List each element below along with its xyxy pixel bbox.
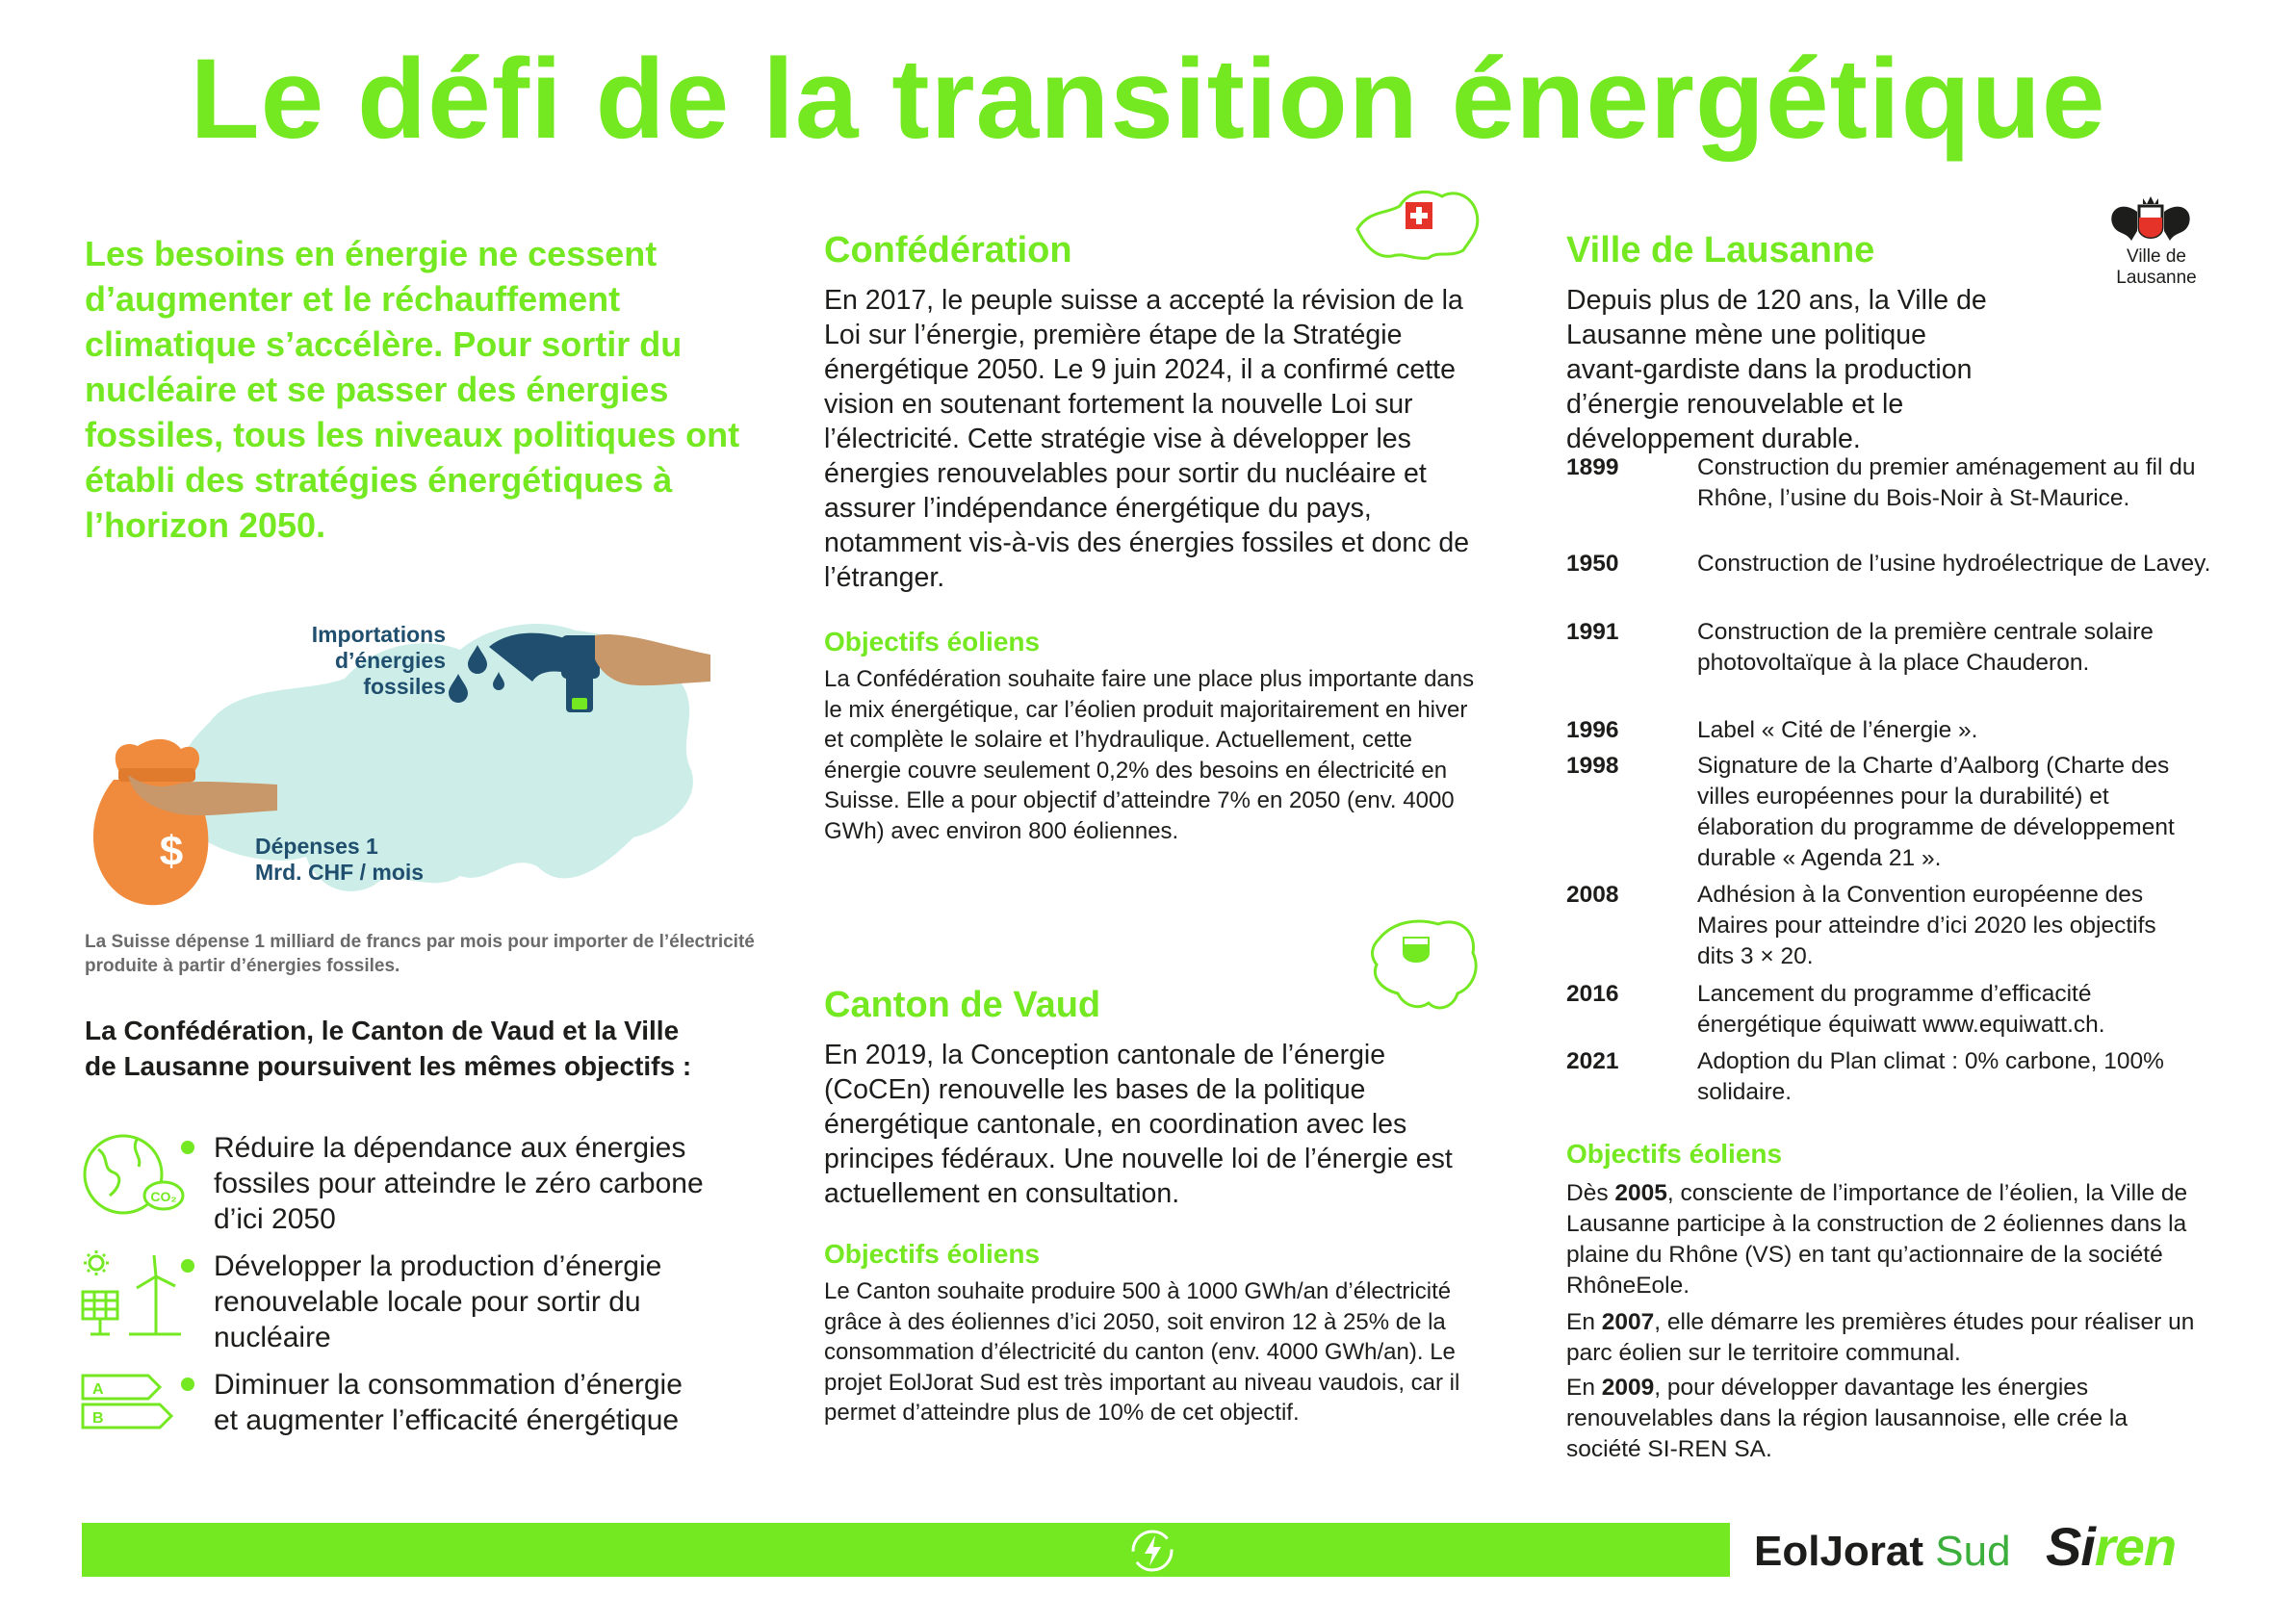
timeline-row <box>1566 751 2221 874</box>
footer-bar <box>82 1523 1730 1577</box>
lausanne-wind-paragraph: En 2007, elle démarre les premières études pour réaliser un parc éolien sur le territoire communal. <box>1566 1309 2195 1366</box>
lausanne-wind-paragraph: En 2009, pour développer davantage les énergies renouvelables dans la région lausannoise, elle crée la société SI-REN SA. <box>1566 1375 2128 1462</box>
timeline-text: Construction de l’usine hydroélectrique de Lavey. <box>1697 551 2211 577</box>
wind-year: 2009 <box>1601 1375 1655 1401</box>
timeline-text: Adhésion à la Convention européenne des Maires pour atteindre d’ici 2020 les objectifs dits 3 × 20. <box>1697 882 2156 969</box>
timeline-year: 1991 <box>1566 619 1619 645</box>
timeline-year: 1950 <box>1566 551 1619 577</box>
lausanne-wind-heading: Objectifs éoliens <box>1566 1139 1783 1169</box>
timeline-text: Construction du premier aménagement au fil du Rhône, l’usine du Bois-Noir à St-Maurice. <box>1697 454 2196 511</box>
objective-item <box>214 1249 714 1355</box>
wind-year: 2007 <box>1601 1309 1655 1335</box>
energy-bolt-icon <box>1127 1526 1177 1576</box>
energy-label-a: A <box>92 1381 104 1398</box>
objective-text: Diminuer la consommation d’énergie et augmenter l’efficacité énergétique <box>214 1369 683 1436</box>
timeline-year: 2008 <box>1566 882 1619 908</box>
timeline-row <box>1566 979 2221 1041</box>
dollar-sign: $ <box>159 828 184 875</box>
timeline-year: 1899 <box>1566 454 1619 480</box>
timeline-year: 2016 <box>1566 981 1619 1007</box>
objective-item <box>214 1367 714 1438</box>
vaud-body: En 2019, la Conception cantonale de l’énergie (CoCEn) renouvelle les bases de la politique énergétique cantonale, en coordination avec les principes fédéraux. Une nouvelle loi de l’énergie est actuellement en consultation. <box>824 1040 1453 1209</box>
swiss-map-icon <box>1350 181 1484 262</box>
timeline-text: Lancement du programme d’efficacité énergétique équiwatt www.equiwatt.ch. <box>1697 981 2105 1038</box>
siren-logo: Siren <box>2046 1516 2177 1577</box>
solar-wind-icon <box>81 1249 187 1338</box>
energy-label-b: B <box>92 1410 104 1427</box>
timeline-row <box>1566 549 2221 579</box>
lausanne-wind-paragraph: Dès 2005, consciente de l’importance de l’éolien, la Ville de Lausanne participe à la construction de 2 éoliennes dans la plaine du Rhône (VS) en tant qu’actionnaire de la société RhôneEole. <box>1566 1180 2188 1299</box>
objective-item <box>214 1130 714 1237</box>
vaud-heading: Canton de Vaud <box>824 985 1101 1025</box>
hand-icon <box>595 634 710 685</box>
confederation-wind-body: La Confédération souhaite faire une place plus importante dans le mix énergétique, car l’éolien produit majoritairement en hiver et complète le solaire et l’hydraulique. Actuellement, cette énergie couvre seulement 0,2% des besoins en électricité en Suisse. Elle a pour objectif d’atteindre 7% en 2050 (env. 4000 GWh) avec environ 800 éoliennes. <box>824 666 1475 844</box>
import-label: Importations d’énergies fossiles <box>311 622 446 699</box>
eoljorat-logo: EolJorat Sud <box>1754 1528 2011 1575</box>
bullet-icon <box>181 1141 194 1154</box>
timeline-year: 2021 <box>1566 1048 1619 1074</box>
timeline-year: 1996 <box>1566 717 1619 743</box>
timeline-text: Adoption du Plan climat : 0% carbone, 100% solidaire. <box>1697 1048 2164 1105</box>
timeline-row <box>1566 617 2221 679</box>
money-bag-icon <box>93 739 208 905</box>
wind-year: 2005 <box>1614 1180 1667 1206</box>
timeline-row <box>1566 880 2221 972</box>
timeline-row <box>1566 715 2221 746</box>
timeline-text: Signature de la Charte d’Aalborg (Charte des villes européennes pour la durabilité) et élaboration du programme de développement durable « Agenda 21 ». <box>1697 753 2175 871</box>
intro-text: Les besoins en énergie ne cessent d’augmenter et le réchauffement climatique s’accélère. Pour sortir du nucléaire et se passer des énergies fossiles, tous les niveaux politiques ont établi des stratégies énergétiques à l’horizon 2050. <box>85 234 740 545</box>
objective-text: Réduire la dépendance aux énergies fossiles pour atteindre le zéro carbone d’ici 2050 <box>214 1132 704 1235</box>
timeline-year: 1998 <box>1566 753 1619 779</box>
vaud-map-icon <box>1365 911 1484 1017</box>
objectives-heading: La Confédération, le Canton de Vaud et la Ville de Lausanne poursuivent les mêmes objectifs : <box>85 1016 692 1081</box>
timeline-text: Construction de la première centrale solaire photovoltaïque à la place Chauderon. <box>1697 619 2154 676</box>
confederation-heading: Confédération <box>824 230 1072 270</box>
vaud-wind-heading: Objectifs éoliens <box>824 1239 1041 1269</box>
bullet-icon <box>181 1259 194 1273</box>
co2-label: CO₂ <box>150 1189 177 1204</box>
bullet-icon <box>181 1377 194 1391</box>
lausanne-heading: Ville de Lausanne <box>1566 230 1875 270</box>
globe-co2-icon <box>81 1128 187 1224</box>
lausanne-intro: Depuis plus de 120 ans, la Ville de Lausanne mène une politique avant-gardiste dans la production d’énergie renouvelable et le développement durable. <box>1566 285 1987 454</box>
confederation-body: En 2017, le peuple suisse a accepté la révision de la Loi sur l’énergie, première étape de la Stratégie énergétique 2050. Le 9 juin 2024, il a confirmé cette vision en soutenant fortement la nouvelle Loi sur l’électricité. Cette stratégie vise à développer les énergies renouvelables pour sortir du nucléaire et assurer l’indépendance énergétique du pays, notamment vis-à-vis des énergies fossiles et donc de l’étranger. <box>824 285 1470 593</box>
timeline-row <box>1566 452 2221 514</box>
objective-text: Développer la production d’énergie renouvelable locale pour sortir du nucléaire <box>214 1250 662 1353</box>
page-title: Le défi de la transition énergétique <box>190 36 2106 163</box>
lausanne-coat-of-arms-icon <box>2103 193 2199 250</box>
vaud-wind-body: Le Canton souhaite produire 500 à 1000 GWh/an d’électricité grâce à des éoliennes d’ici 2050, soit environ 12 à 25% de la consommation d’électricité du canton (env. 4000 GWh/an). Le projet EolJorat Sud est très important au niveau vaudois, car il permet d’atteindre plus de 10% de cet objectif. <box>824 1278 1460 1426</box>
confederation-wind-heading: Objectifs éoliens <box>824 627 1041 657</box>
spend-label: Dépenses 1 Mrd. CHF / mois <box>255 834 425 885</box>
energy-label-icon <box>81 1372 177 1431</box>
timeline-row <box>1566 1046 2221 1108</box>
map-caption: La Suisse dépense 1 milliard de francs par mois pour importer de l’électricité produite à partir d’énergies fossiles. <box>85 932 755 976</box>
timeline-text: Label « Cité de l’énergie ». <box>1697 717 1978 743</box>
lausanne-logo-caption: Ville de Lausanne <box>2116 246 2197 288</box>
